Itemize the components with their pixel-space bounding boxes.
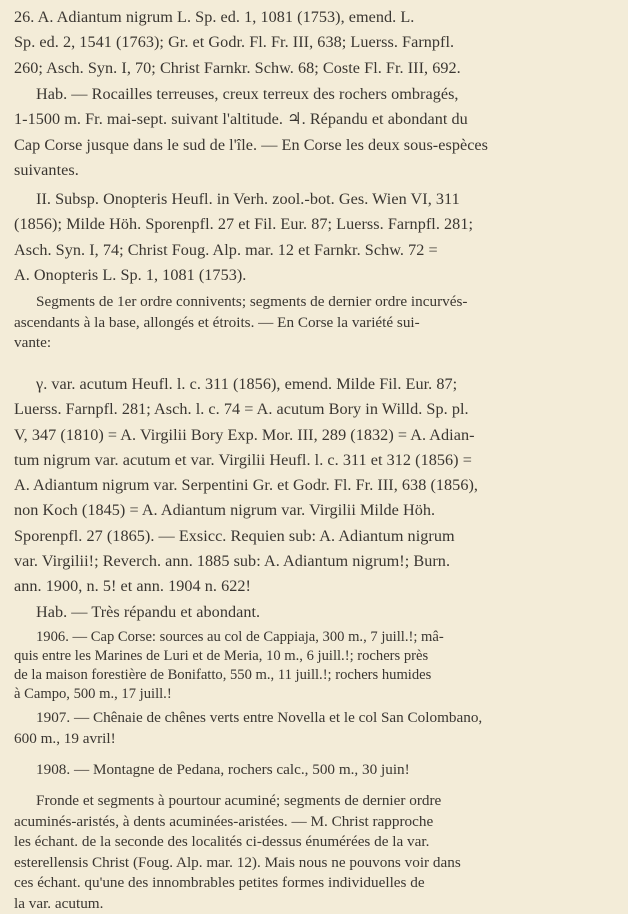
text-line: 1906. — Cap Corse: sources au col de Cappiaja, 300 m., 7 juill.!; mâ- xyxy=(14,628,614,647)
text-line: Cap Corse jusque dans le sud de l'île. — En Corse les deux sous-espèces xyxy=(14,133,614,158)
text-line: Segments de 1er ordre connivents; segments de dernier ordre incurvés- xyxy=(14,292,614,313)
text-line: suivantes. xyxy=(14,158,614,183)
text-line: ces échant. qu'une des innombrables petites formes individuelles de xyxy=(14,873,614,894)
text-line: 1907. — Chênaie de chênes verts entre Novella et le col San Colombano, xyxy=(14,708,614,729)
text-line: à Campo, 500 m., 17 juill.! xyxy=(14,685,614,704)
text-line: 600 m., 19 avril! xyxy=(14,729,614,750)
text-line: Fronde et segments à pourtour acuminé; segments de dernier ordre xyxy=(14,791,614,812)
text-line: Hab. — Très répandu et abondant. xyxy=(14,600,614,625)
localities-1907 xyxy=(14,708,614,749)
text-line: esterellensis Christ (Foug. Alp. mar. 12). Mais nous ne pouvons voir dans xyxy=(14,853,614,874)
text-line: 1908. — Montagne de Pedana, rochers calc., 500 m., 30 juin! xyxy=(14,760,614,781)
text-line: non Koch (1845) = A. Adiantum nigrum var. Virgilii Milde Höh. xyxy=(14,498,614,523)
text-line: Hab. — Rocailles terreuses, creux terreux des rochers ombragés, xyxy=(14,82,614,107)
text-line: γ. var. acutum Heufl. l. c. 311 (1856), emend. Milde Fil. Eur. 87; xyxy=(14,372,614,397)
text-line: de la maison forestière de Bonifatto, 550 m., 11 juill.!; rochers humides xyxy=(14,666,614,685)
localities-1906 xyxy=(14,628,614,704)
text-line: acuminés-aristés, à dents acuminées-aristées. — M. Christ rapproche xyxy=(14,812,614,833)
text-line: A. Onopteris L. Sp. 1, 1081 (1753). xyxy=(14,263,614,288)
localities-1908 xyxy=(14,760,614,781)
text-line: Sporenpfl. 27 (1865). — Exsicc. Requien sub: A. Adiantum nigrum xyxy=(14,524,614,549)
text-line: quis entre les Marines de Luri et de Meria, 10 m., 6 juill.!; rochers près xyxy=(14,647,614,666)
text-line: var. Virgilii!; Reverch. ann. 1885 sub: A. Adiantum nigrum!; Burn. xyxy=(14,549,614,574)
text-line: A. Adiantum nigrum var. Serpentini Gr. et Godr. Fl. Fr. III, 638 (1856), xyxy=(14,473,614,498)
text-line: 260; Asch. Syn. I, 70; Christ Farnkr. Schw. 68; Coste Fl. Fr. III, 692. xyxy=(14,56,614,81)
text-line: (1856); Milde Höh. Sporenpfl. 27 et Fil. Eur. 87; Luerss. Farnpfl. 281; xyxy=(14,212,614,237)
variety-entry xyxy=(14,372,614,625)
text-line: Asch. Syn. I, 74; Christ Foug. Alp. mar. 12 et Farnkr. Schw. 72 = xyxy=(14,238,614,263)
text-line: la var. acutum. xyxy=(14,894,614,914)
subspecies-entry xyxy=(14,187,614,288)
text-line: vante: xyxy=(14,333,614,354)
species-entry xyxy=(14,5,614,81)
text-line: II. Subsp. Onopteris Heufl. in Verh. zool.-bot. Ges. Wien VI, 311 xyxy=(14,187,614,212)
text-line: ann. 1900, n. 5! et ann. 1904 n. 622! xyxy=(14,574,614,599)
text-line: 1-1500 m. Fr. mai-sept. suivant l'altitude. ♃. Répandu et abondant du xyxy=(14,107,614,132)
text-line: les échant. de la seconde des localités ci-dessus énumérées de la var. xyxy=(14,832,614,853)
text-line: tum nigrum var. acutum et var. Virgilii Heufl. l. c. 311 et 312 (1856) = xyxy=(14,448,614,473)
remarks-paragraph xyxy=(14,791,614,914)
text-line: Sp. ed. 2, 1541 (1763); Gr. et Godr. Fl. Fr. III, 638; Luerss. Farnpfl. xyxy=(14,30,614,55)
description-paragraph xyxy=(14,292,614,354)
text-line: 26. A. Adiantum nigrum L. Sp. ed. 1, 1081 (1753), emend. L. xyxy=(14,5,614,30)
text-line: ascendants à la base, allongés et étroits. — En Corse la variété sui- xyxy=(14,313,614,334)
habitat-paragraph xyxy=(14,82,614,183)
text-line: Luerss. Farnpfl. 281; Asch. l. c. 74 = A. acutum Bory in Willd. Sp. pl. xyxy=(14,397,614,422)
text-line: V, 347 (1810) = A. Virgilii Bory Exp. Mor. III, 289 (1832) = A. Adian- xyxy=(14,423,614,448)
